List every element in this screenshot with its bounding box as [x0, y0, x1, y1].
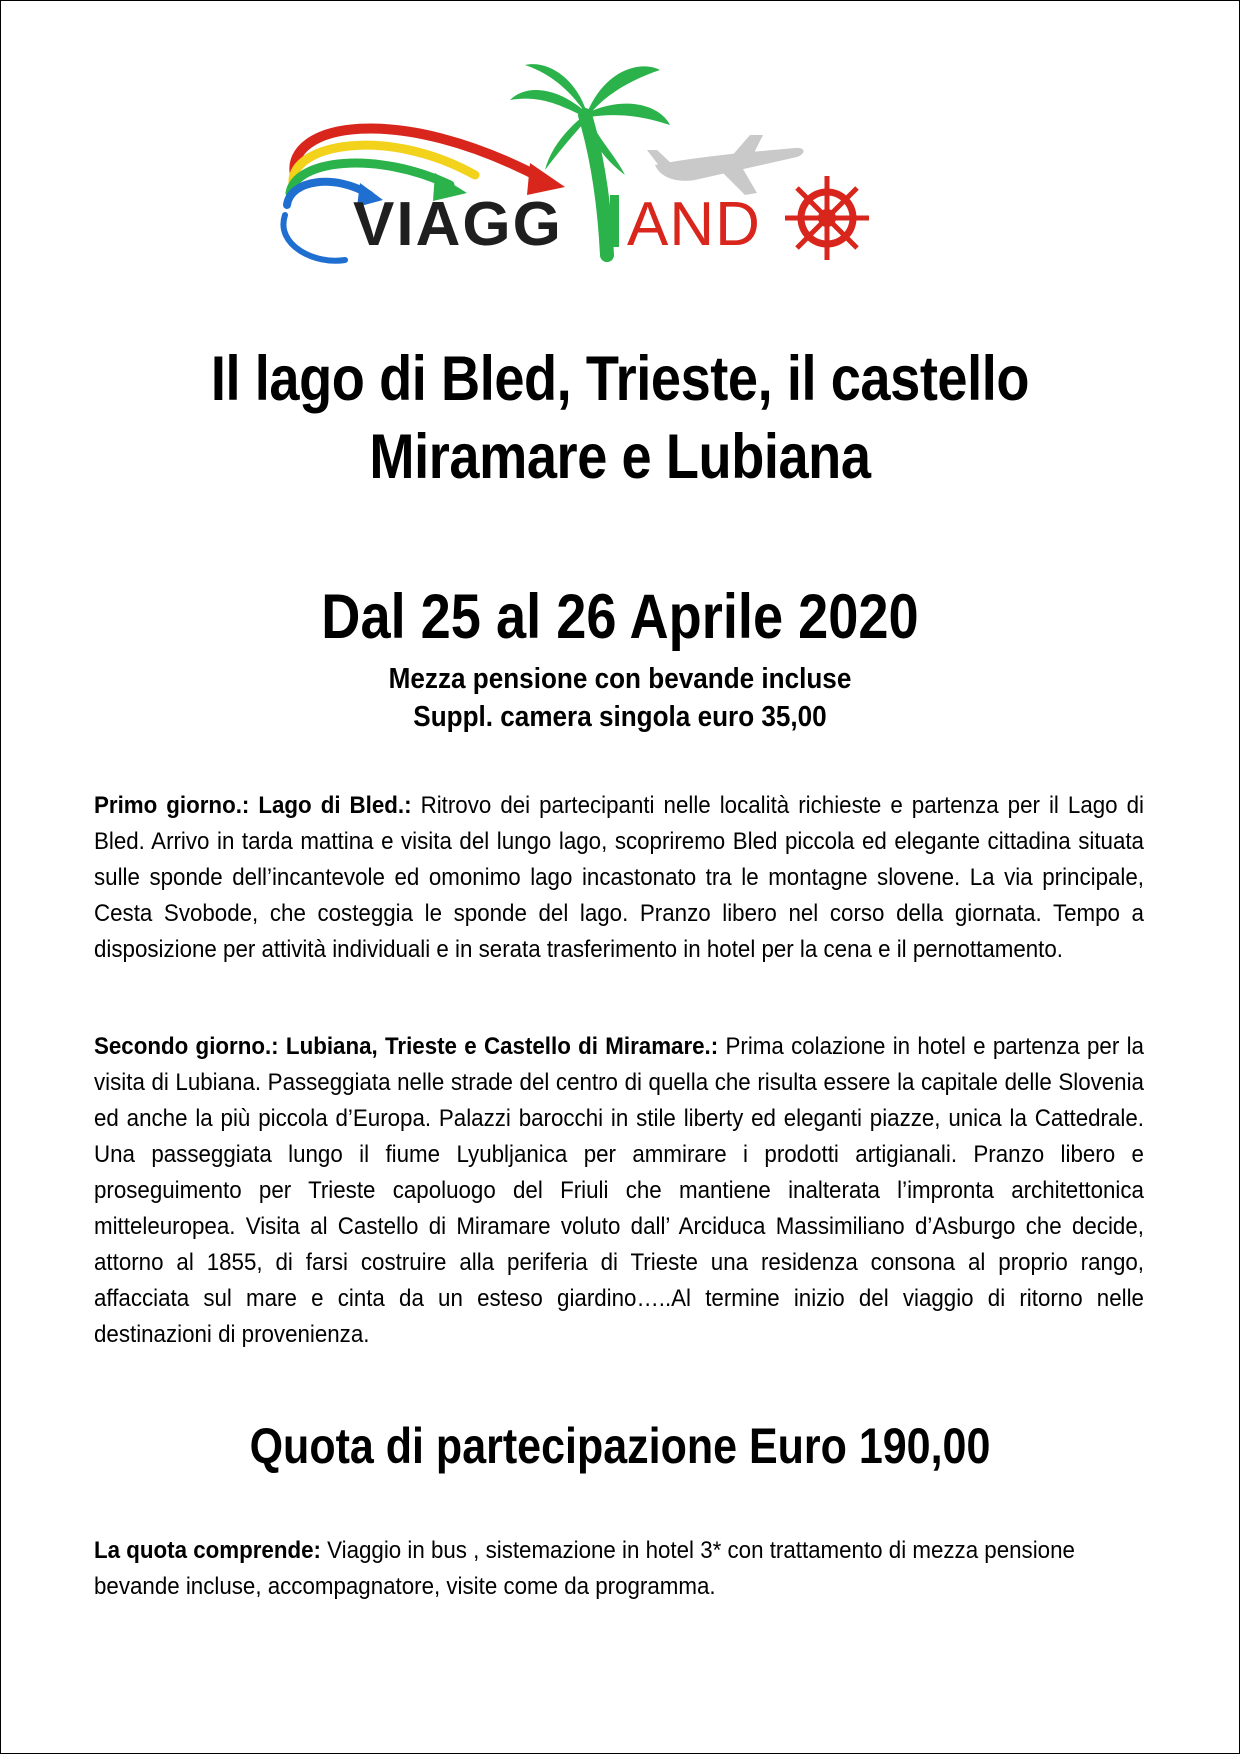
trip-dates: Dal 25 al 26 Aprile 2020 [321, 582, 919, 652]
includes-heading: La quota comprende: [94, 1537, 321, 1564]
price: Quota di partecipazione Euro 190,00 [249, 1418, 991, 1474]
day1-paragraph [94, 788, 1144, 968]
day2-paragraph [94, 1029, 1144, 1353]
includes-paragraph [94, 1533, 1144, 1605]
trip-subinfo [116, 660, 1124, 736]
title-line-1: Il lago di Bled, Trieste, il castello [210, 344, 1030, 414]
title-line-2: Miramare e Lubiana [369, 422, 871, 492]
page-title [138, 340, 1101, 496]
airplane-icon [647, 135, 804, 195]
svg-text:AND: AND [627, 190, 761, 259]
includes-text: Viaggio in bus , sistemazione in hotel 3* con trattamento di mezza pensione bevande incluse, accompagnatore, visite come da programma. [94, 1537, 1075, 1600]
svg-text:VIAGG: VIAGG [353, 190, 563, 259]
day1-heading: Primo giorno.: Lago di Bled.: [94, 792, 412, 819]
viaggiando-logo [275, 55, 975, 290]
day2-heading: Secondo giorno.: Lubiana, Trieste e Castello di Miramare.: [94, 1033, 719, 1060]
single-room-supplement: Suppl. camera singola euro 35,00 [413, 701, 827, 733]
board-info: Mezza pensione con bevande incluse [388, 663, 852, 695]
ship-wheel-icon [785, 176, 869, 260]
day2-text: Prima colazione in hotel e partenza per la visita di Lubiana. Passeggiata nelle strade del centro di quella che risulta essere la capitale delle Slovenia ed anche la più piccola d’Europa. Palazzi barocchi in stile liberty ed eleganti piazze, unica la Cattedrale. Una passeggiata lungo il fiume Lyubljanica per ammirare i prodotti artigianali. Pranzo libero e proseguimento per Trieste capoluogo del Friuli che mantiene inalterata l’impronta architettonica mitteleuropea. Visita al Castello di Miramare voluto dall’ Arciduca Massimiliano d’Asburgo che decide, attorno al 1855, di farsi costruire alla periferia di Trieste una residenza consona al proprio rango, affacciata sul mare e cinta da un esteso giardino…..Al termine inizio del viaggio di ritorno nelle destinazioni di provenienza. [94, 1033, 1144, 1348]
day1-text: Ritrovo dei partecipanti nelle località richieste e partenza per il Lago di Bled. Arrivo in tarda mattina e visita del lungo lago, scopriremo Bled piccola ed elegante cittadina situata sulle sponde dell’incantevole ed omonimo lago incastonato tra le montagne slovene. La via principale, Cesta Svobode, che costeggia le sponde del lago. Pranzo libero nel corso della giornata. Tempo a disposizione per attività individuali e in serata trasferimento in hotel per la cena e il pernottamento. [94, 792, 1144, 963]
